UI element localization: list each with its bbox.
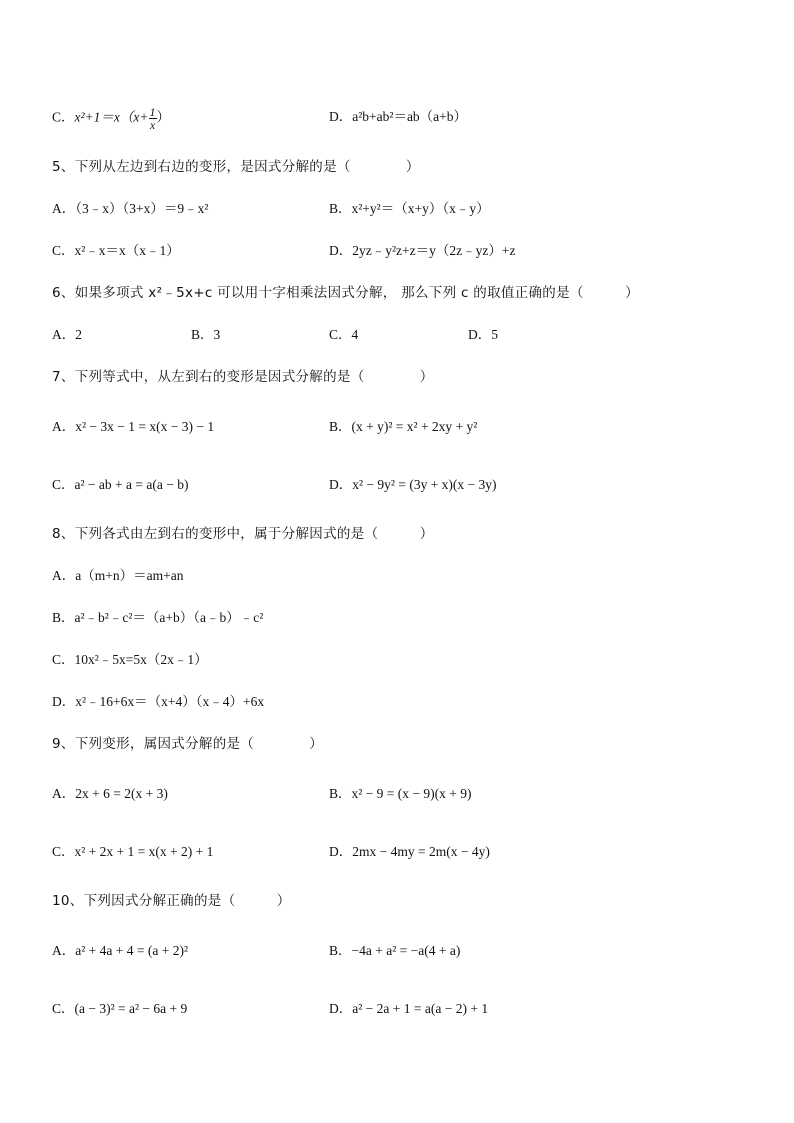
- question-8-option-a: A．a（m+n）＝am+an: [52, 568, 184, 583]
- question-9-option-a: A．2x + 6 = 2(x + 3): [52, 786, 168, 801]
- question-5-stem: 5、下列从左边到右边的变形，是因式分解的是（ ）: [52, 159, 420, 175]
- question-8-stem: 8、下列各式由左到右的变形中，属于分解因式的是（ ）: [52, 526, 434, 542]
- question-10-option-c: C．(a − 3)² = a² − 6a + 9: [52, 1001, 188, 1016]
- question-10-stem: 10、下列因式分解正确的是（ ）: [52, 893, 291, 909]
- question-7-option-b: B．(x + y)² = x² + 2xy + y²: [329, 419, 478, 434]
- question-6-option-c: C．4: [329, 327, 359, 342]
- prev-option-c-lhs: x²+1＝x（x+: [74, 109, 149, 125]
- question-6-option-d: D．5: [468, 327, 498, 342]
- question-9-option-d: D．2mx − 4my = 2m(x − 4y): [329, 844, 490, 859]
- question-5-option-c: C．x²﹣x＝x（x﹣1）: [52, 243, 180, 258]
- question-9-stem: 9、下列变形，属因式分解的是（ ）: [52, 736, 324, 752]
- question-6-option-b: B．3: [191, 327, 221, 342]
- question-6-option-a: A．2: [52, 327, 82, 342]
- question-10-option-b: B．−4a + a² = −a(4 + a): [329, 943, 461, 958]
- question-7-option-d: D．x² − 9y² = (3y + x)(x − 3y): [329, 477, 497, 492]
- prev-option-d: D．a²b+ab²＝ab（a+b）: [329, 109, 468, 124]
- prev-option-c-label: C．: [52, 109, 75, 125]
- question-10-option-d: D．a² − 2a + 1 = a(a − 2) + 1: [329, 1001, 489, 1016]
- prev-option-c-fraction: [149, 106, 157, 131]
- question-9-option-c: C．x² + 2x + 1 = x(x + 2) + 1: [52, 844, 214, 859]
- question-9-option-b: B．x² − 9 = (x − 9)(x + 9): [329, 786, 472, 801]
- question-6-stem: 6、如果多项式 x²﹣5x+c 可以用十字相乘法因式分解， 那么下列 c 的取值正确的是（ ）: [52, 285, 639, 301]
- prev-option-c: [52, 106, 170, 131]
- question-7-option-c: C．a² − ab + a = a(a − b): [52, 477, 189, 492]
- prev-option-c-close: ）: [156, 109, 171, 125]
- question-5-option-d: D．2yz﹣y²z+z＝y（2z﹣yz）+z: [329, 243, 516, 258]
- question-5-option-b: B．x²+y²＝（x+y）（x﹣y）: [329, 201, 490, 216]
- question-10-option-a: A．a² + 4a + 4 = (a + 2)²: [52, 943, 189, 958]
- question-5-option-a: A．（3﹣x）（3+x）＝9﹣x²: [52, 201, 209, 216]
- fraction-denominator: x: [149, 118, 156, 132]
- question-8-option-d: D．x²﹣16+6x＝（x+4）（x﹣4）+6x: [52, 694, 265, 709]
- question-8-option-c: C．10x²﹣5x=5x（2x﹣1）: [52, 652, 208, 667]
- question-8-option-b: B．a²﹣b²﹣c²＝（a+b）（a﹣b）﹣c²: [52, 610, 264, 625]
- question-7-stem: 7、下列等式中，从左到右的变形是因式分解的是（ ）: [52, 369, 434, 385]
- fraction-numerator: 1: [149, 105, 156, 119]
- question-7-option-a: A．x² − 3x − 1 = x(x − 3) − 1: [52, 419, 215, 434]
